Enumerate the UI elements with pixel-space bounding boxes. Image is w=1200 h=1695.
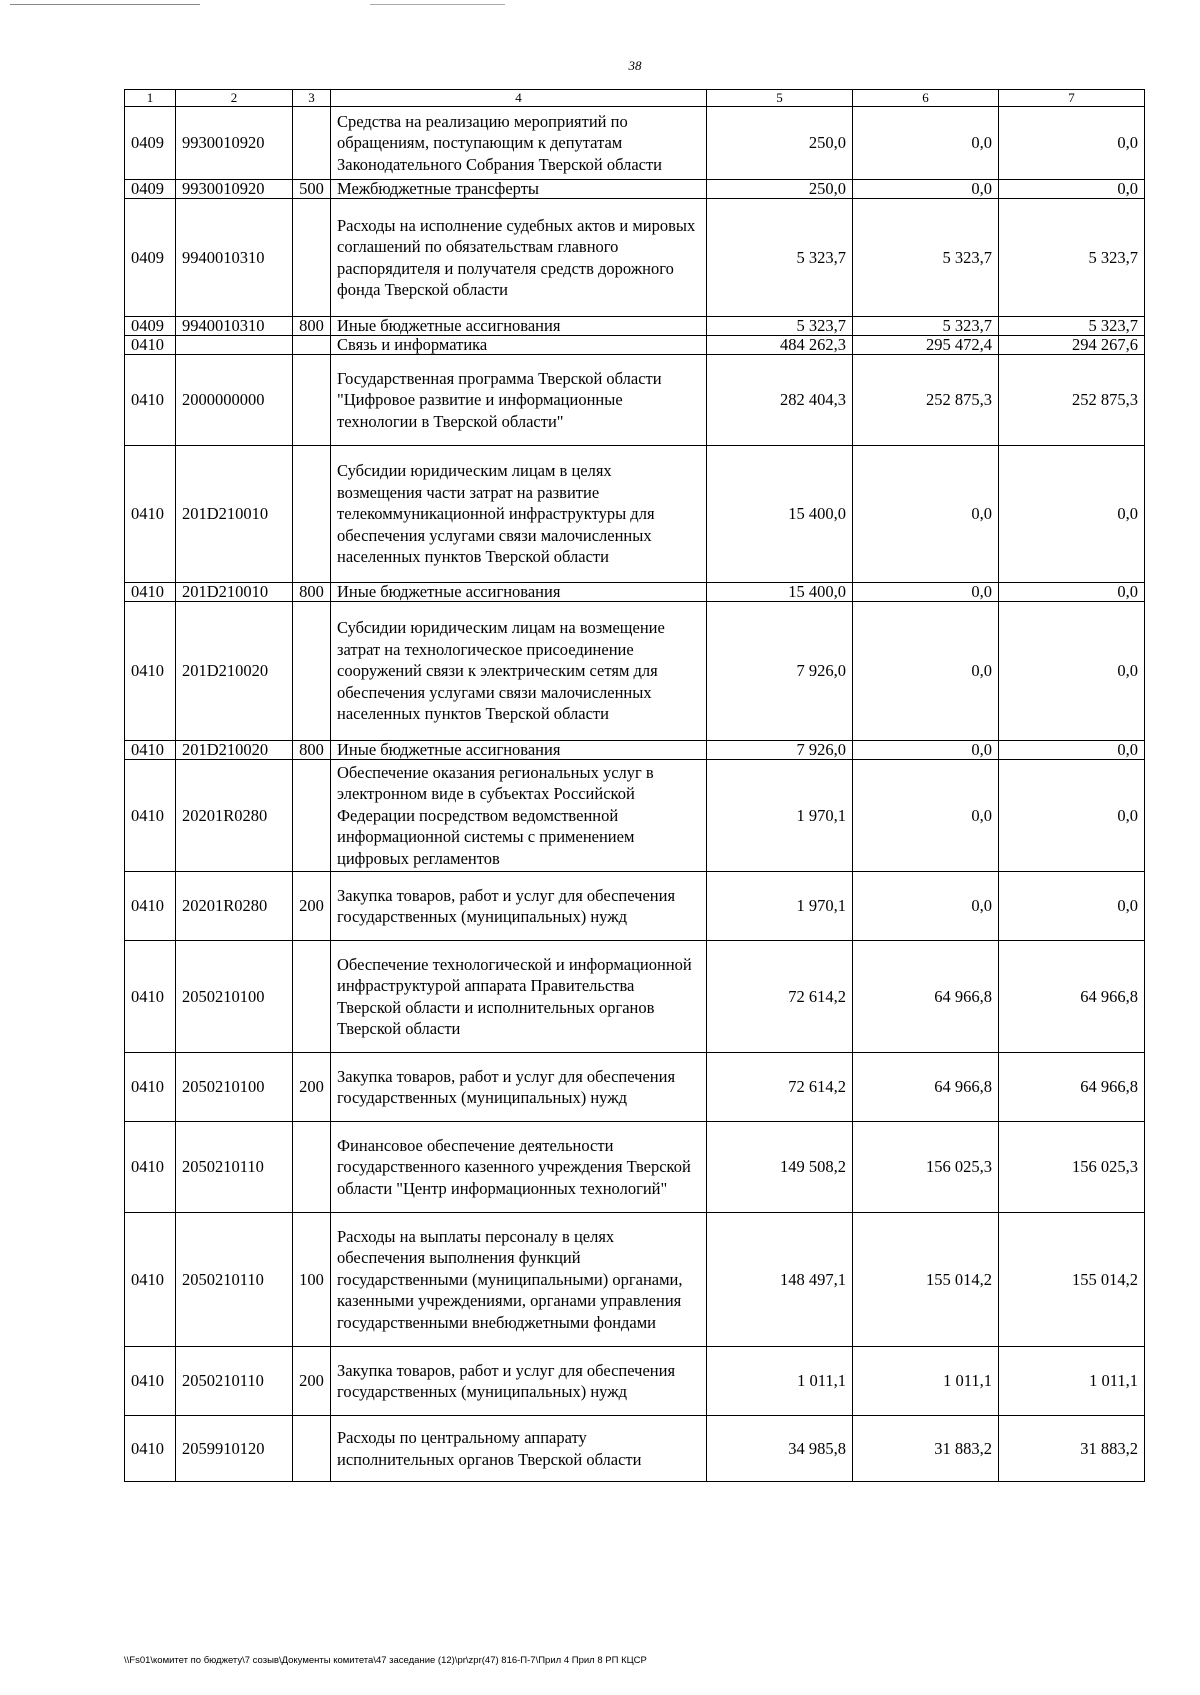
target-code: 201D210010: [176, 446, 293, 583]
table-row: [125, 1347, 1145, 1416]
item-name: Закупка товаров, работ и услуг для обеспечения государственных (муниципальных) нужд: [331, 872, 707, 941]
value-col6: 0,0: [853, 446, 999, 583]
budget-table: [124, 89, 1145, 1482]
value-col6: 1 011,1: [853, 1347, 999, 1416]
section-code: 0409: [125, 317, 176, 336]
section-code: 0410: [125, 941, 176, 1053]
expense-type: [293, 446, 331, 583]
value-col5: 148 497,1: [707, 1213, 853, 1347]
section-code: 0410: [125, 602, 176, 741]
item-name: Иные бюджетные ассигнования: [331, 583, 707, 602]
item-name: Расходы на выплаты персоналу в целях обеспечения выполнения функций государственными (муниципальными) органами, казенными учреждениями, органами управления государственными внебюджетными фондами: [331, 1213, 707, 1347]
target-code: 2050210110: [176, 1213, 293, 1347]
section-code: 0410: [125, 336, 176, 355]
target-code: 201D210020: [176, 602, 293, 741]
table-row: [125, 107, 1145, 180]
value-col6: 64 966,8: [853, 941, 999, 1053]
column-header: 3: [293, 90, 331, 107]
column-header: 5: [707, 90, 853, 107]
value-col7: 156 025,3: [999, 1122, 1145, 1213]
value-col5: 250,0: [707, 180, 853, 199]
item-name: Средства на реализацию мероприятий по обращениям, поступающим к депутатам Законодательного Собрания Тверской области: [331, 107, 707, 180]
table-row: [125, 336, 1145, 355]
table-row: [125, 1213, 1145, 1347]
item-name: Закупка товаров, работ и услуг для обеспечения государственных (муниципальных) нужд: [331, 1347, 707, 1416]
value-col5: 7 926,0: [707, 741, 853, 760]
column-header: 2: [176, 90, 293, 107]
table-row: [125, 317, 1145, 336]
item-name: Иные бюджетные ассигнования: [331, 317, 707, 336]
target-code: 2000000000: [176, 355, 293, 446]
value-col5: 149 508,2: [707, 1122, 853, 1213]
value-col7: 294 267,6: [999, 336, 1145, 355]
expense-type: 100: [293, 1213, 331, 1347]
table-row: [125, 583, 1145, 602]
target-code: 2059910120: [176, 1416, 293, 1482]
table-row: [125, 446, 1145, 583]
value-col6: 0,0: [853, 583, 999, 602]
value-col7: 252 875,3: [999, 355, 1145, 446]
value-col7: 31 883,2: [999, 1416, 1145, 1482]
table-row: [125, 941, 1145, 1053]
target-code: 201D210020: [176, 741, 293, 760]
value-col6: 252 875,3: [853, 355, 999, 446]
table-row: [125, 1122, 1145, 1213]
target-code: 20201R0280: [176, 760, 293, 872]
section-code: 0410: [125, 1213, 176, 1347]
value-col5: 484 262,3: [707, 336, 853, 355]
expense-type: [293, 355, 331, 446]
section-code: 0410: [125, 355, 176, 446]
value-col5: 15 400,0: [707, 446, 853, 583]
column-header: 1: [125, 90, 176, 107]
expense-type: 200: [293, 872, 331, 941]
target-code: 9930010920: [176, 107, 293, 180]
value-col5: 34 985,8: [707, 1416, 853, 1482]
target-code: 201D210010: [176, 583, 293, 602]
target-code: 9940010310: [176, 317, 293, 336]
expense-type: [293, 602, 331, 741]
section-code: 0410: [125, 446, 176, 583]
scan-edge-line: [370, 4, 505, 5]
table-row: [125, 1416, 1145, 1482]
value-col6: 0,0: [853, 602, 999, 741]
page-number: 38: [628, 58, 642, 73]
value-col6: 156 025,3: [853, 1122, 999, 1213]
value-col7: 0,0: [999, 760, 1145, 872]
value-col7: 64 966,8: [999, 941, 1145, 1053]
expense-type: 200: [293, 1347, 331, 1416]
section-code: 0410: [125, 872, 176, 941]
item-name: Обеспечение технологической и информационной инфраструктурой аппарата Правительства Тверской области и исполнительных органов Тверской области: [331, 941, 707, 1053]
item-name: Связь и информатика: [331, 336, 707, 355]
value-col5: 1 970,1: [707, 872, 853, 941]
value-col7: 0,0: [999, 602, 1145, 741]
scan-edge-line: [10, 4, 200, 5]
value-col6: 5 323,7: [853, 199, 999, 317]
file-path-footer: \\Fs01\комитет по бюджету\7 созыв\Документы комитета\47 заседание (12)\pr\zpr(47) 816-П-7\Прил 4 Прил 8 РП КЦСР: [124, 1655, 647, 1666]
value-col5: 250,0: [707, 107, 853, 180]
value-col7: 0,0: [999, 446, 1145, 583]
section-code: 0410: [125, 1122, 176, 1213]
target-code: 2050210100: [176, 941, 293, 1053]
value-col5: 282 404,3: [707, 355, 853, 446]
target-code: 2050210100: [176, 1053, 293, 1122]
expense-type: [293, 107, 331, 180]
value-col5: 1 011,1: [707, 1347, 853, 1416]
value-col5: 1 970,1: [707, 760, 853, 872]
value-col7: 0,0: [999, 872, 1145, 941]
section-code: 0410: [125, 741, 176, 760]
value-col5: 5 323,7: [707, 199, 853, 317]
table-header-row: [125, 90, 1145, 107]
value-col7: 1 011,1: [999, 1347, 1145, 1416]
target-code: 9930010920: [176, 180, 293, 199]
value-col6: 31 883,2: [853, 1416, 999, 1482]
value-col6: 0,0: [853, 180, 999, 199]
expense-type: 800: [293, 317, 331, 336]
value-col7: 0,0: [999, 107, 1145, 180]
column-header: 7: [999, 90, 1145, 107]
target-code: 9940010310: [176, 199, 293, 317]
expense-type: [293, 336, 331, 355]
column-header: 6: [853, 90, 999, 107]
expense-type: [293, 941, 331, 1053]
value-col7: 5 323,7: [999, 199, 1145, 317]
item-name: Расходы по центральному аппарату исполнительных органов Тверской области: [331, 1416, 707, 1482]
value-col7: 0,0: [999, 741, 1145, 760]
value-col5: 15 400,0: [707, 583, 853, 602]
expense-type: 800: [293, 583, 331, 602]
value-col7: 5 323,7: [999, 317, 1145, 336]
value-col6: 295 472,4: [853, 336, 999, 355]
expense-type: [293, 1416, 331, 1482]
item-name: Субсидии юридическим лицам на возмещение затрат на технологическое присоединение сооружений связи к электрическим сетям для обеспечения услугами связи малочисленных населенных пунктов Тверской области: [331, 602, 707, 741]
value-col6: 5 323,7: [853, 317, 999, 336]
expense-type: 500: [293, 180, 331, 199]
target-code: 2050210110: [176, 1122, 293, 1213]
value-col6: 0,0: [853, 741, 999, 760]
target-code: 20201R0280: [176, 872, 293, 941]
value-col5: 7 926,0: [707, 602, 853, 741]
expense-type: 200: [293, 1053, 331, 1122]
table-row: [125, 355, 1145, 446]
value-col6: 155 014,2: [853, 1213, 999, 1347]
item-name: Расходы на исполнение судебных актов и мировых соглашений по обязательствам главного распорядителя и получателя средств дорожного фонда Тверской области: [331, 199, 707, 317]
item-name: Иные бюджетные ассигнования: [331, 741, 707, 760]
expense-type: [293, 199, 331, 317]
section-code: 0410: [125, 1347, 176, 1416]
value-col7: 0,0: [999, 180, 1145, 199]
table-row: [125, 872, 1145, 941]
value-col6: 0,0: [853, 107, 999, 180]
item-name: Закупка товаров, работ и услуг для обеспечения государственных (муниципальных) нужд: [331, 1053, 707, 1122]
section-code: 0410: [125, 1053, 176, 1122]
expense-type: [293, 1122, 331, 1213]
value-col5: 72 614,2: [707, 941, 853, 1053]
value-col5: 72 614,2: [707, 1053, 853, 1122]
target-code: [176, 336, 293, 355]
value-col7: 155 014,2: [999, 1213, 1145, 1347]
table-row: [125, 1053, 1145, 1122]
value-col7: 64 966,8: [999, 1053, 1145, 1122]
section-code: 0409: [125, 180, 176, 199]
value-col5: 5 323,7: [707, 317, 853, 336]
target-code: 2050210110: [176, 1347, 293, 1416]
item-name: Финансовое обеспечение деятельности государственного казенного учреждения Тверской области "Центр информационных технологий": [331, 1122, 707, 1213]
section-code: 0410: [125, 1416, 176, 1482]
table-row: [125, 741, 1145, 760]
section-code: 0410: [125, 583, 176, 602]
column-header: 4: [331, 90, 707, 107]
item-name: Межбюджетные трансферты: [331, 180, 707, 199]
value-col6: 0,0: [853, 872, 999, 941]
section-code: 0410: [125, 760, 176, 872]
item-name: Обеспечение оказания региональных услуг в электронном виде в субъектах Российской Федерации посредством ведомственной информационной системы с применением цифровых регламентов: [331, 760, 707, 872]
table-row: [125, 180, 1145, 199]
table-row: [125, 602, 1145, 741]
item-name: Субсидии юридическим лицам в целях возмещения части затрат на развитие телекоммуникационной инфраструктуры для обеспечения услугами связи малочисленных населенных пунктов Тверской области: [331, 446, 707, 583]
section-code: 0409: [125, 199, 176, 317]
section-code: 0409: [125, 107, 176, 180]
item-name: Государственная программа Тверской области "Цифровое развитие и информационные технологии в Тверской области": [331, 355, 707, 446]
expense-type: [293, 760, 331, 872]
table-row: [125, 199, 1145, 317]
table-row: [125, 760, 1145, 872]
value-col7: 0,0: [999, 583, 1145, 602]
expense-type: 800: [293, 741, 331, 760]
value-col6: 0,0: [853, 760, 999, 872]
value-col6: 64 966,8: [853, 1053, 999, 1122]
